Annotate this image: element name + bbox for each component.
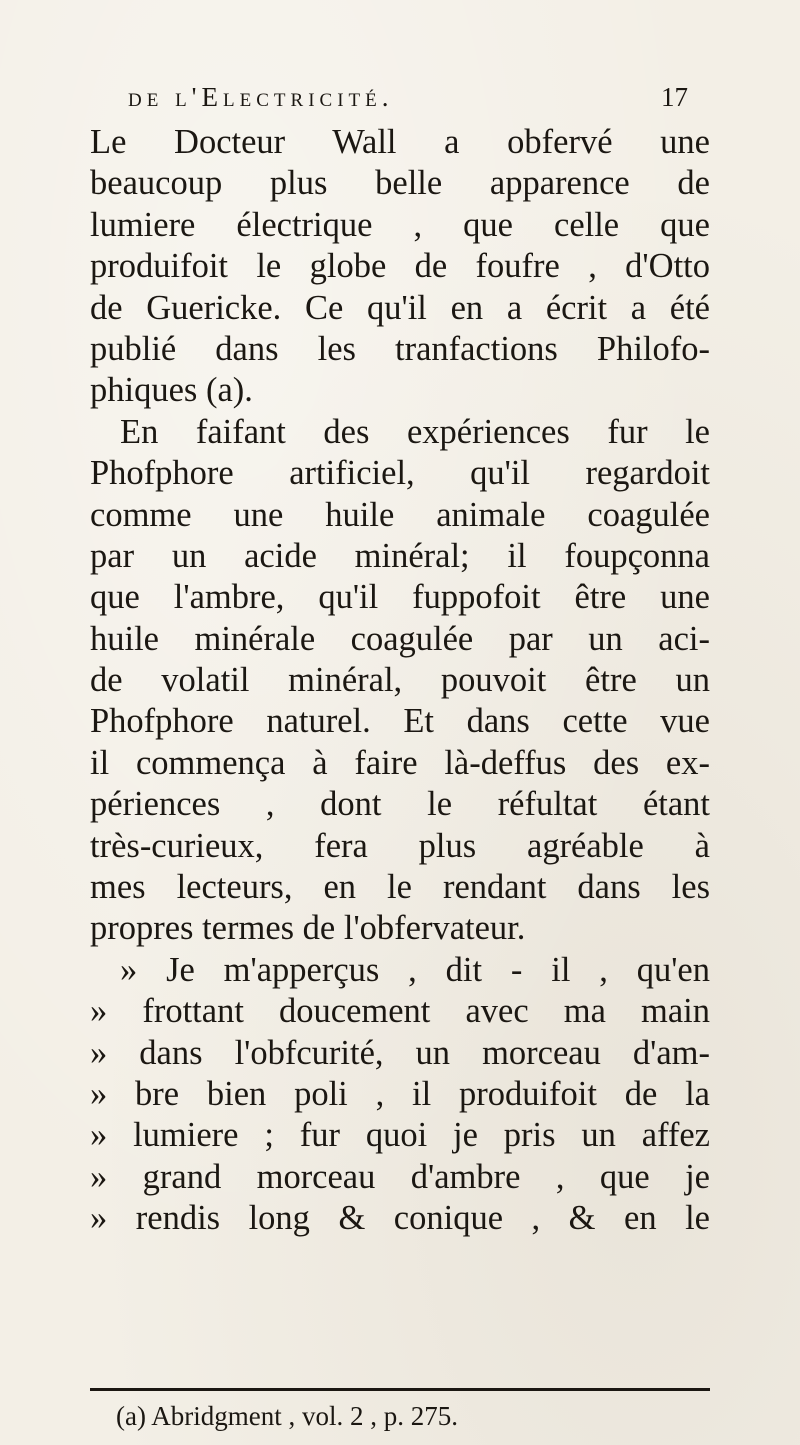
text-line: publié dans les tranfactions Philofo-: [90, 329, 710, 368]
text-line: beaucoup plus belle apparence de: [90, 164, 710, 203]
text-line: Phofphore artificiel, qu'il regardoit: [90, 454, 710, 493]
text-line: par un acide minéral; il foupçonna: [90, 536, 710, 575]
text-line: phiques (a).: [90, 371, 253, 410]
text-line: de volatil minéral, pouvoit être un: [90, 661, 710, 700]
text-line: de Guericke. Ce qu'il en a écrit a été: [90, 288, 710, 327]
text-line: très-curieux, fera plus agréable à: [90, 826, 710, 865]
text-line: » grand morceau d'ambre , que je: [90, 1157, 710, 1196]
text-line: En faifant des expériences fur le: [120, 412, 710, 451]
footnote: (a) Abridgment , vol. 2 , p. 275.: [116, 1401, 458, 1431]
text-line: produifoit le globe de foufre , d'Otto: [90, 247, 710, 286]
body-text: [90, 122, 710, 1240]
text-line: périences , dont le réfultat étant: [90, 785, 710, 824]
text-line: que l'ambre, qu'il fuppofoit être une: [90, 578, 710, 617]
text-line: comme une huile animale coagulée: [90, 495, 710, 534]
text-line: mes lecteurs, en le rendant dans les: [90, 868, 710, 907]
text-line: » rendis long & conique , & en le: [90, 1199, 710, 1238]
text-line: Le Docteur Wall a obfervé une: [90, 123, 710, 161]
running-head: de l'Electricité.: [128, 82, 394, 112]
page-header: [128, 82, 688, 118]
text-line: » frottant doucement avec ma main: [90, 992, 710, 1031]
text-line: » lumiere ; fur quoi je pris un affez: [90, 1116, 710, 1155]
text-line: lumiere électrique , que celle que: [90, 205, 710, 244]
text-line: » dans l'obfcurité, un morceau d'am-: [90, 1033, 710, 1072]
text-line: il commença à faire là-deffus des ex-: [90, 743, 710, 782]
footnote-rule: [90, 1388, 710, 1391]
text-line: huile minérale coagulée par un aci-: [90, 619, 710, 658]
page-number: 17: [661, 82, 688, 112]
text-line: propres termes de l'obfervateur.: [90, 909, 526, 948]
text-line: Phofphore naturel. Et dans cette vue: [90, 702, 710, 741]
text-line: » bre bien poli , il produifoit de la: [90, 1074, 710, 1113]
text-line: » Je m'apperçus , dit - il , qu'en: [120, 950, 710, 989]
